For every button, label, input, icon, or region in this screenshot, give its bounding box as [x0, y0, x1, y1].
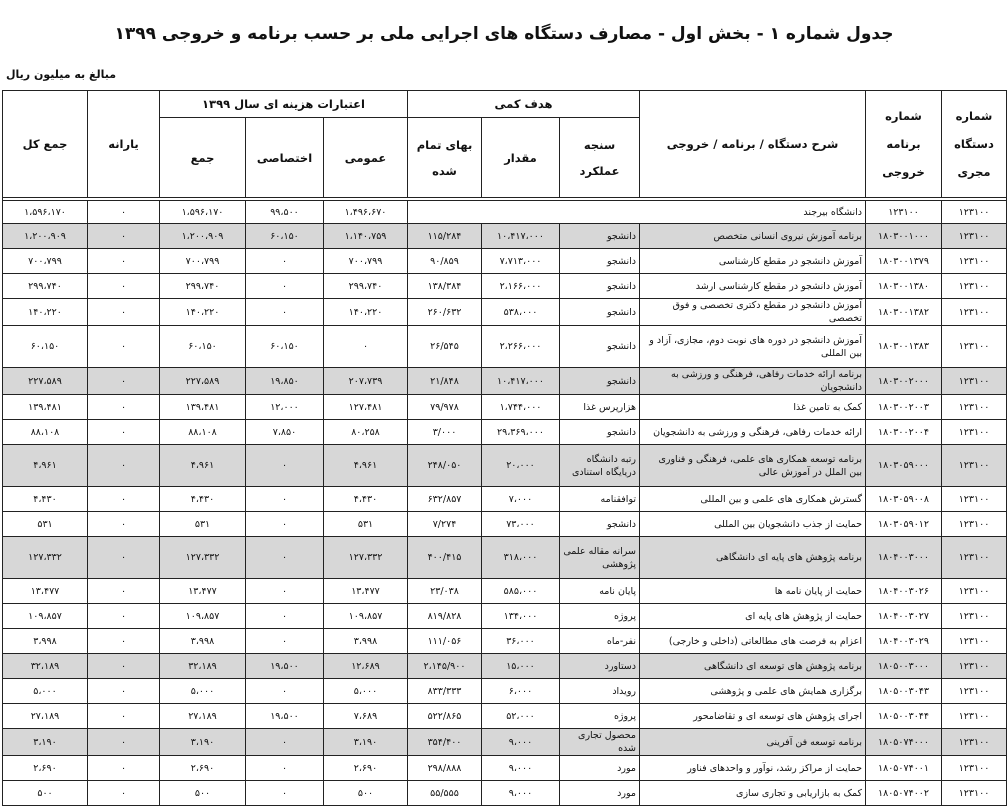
- public-credit-cell: ۱۳،۴۷۷: [324, 579, 408, 604]
- subsidy-cell: ۰: [88, 395, 160, 420]
- description-cell: گسترش همکاری های علمی و بین المللی: [640, 487, 866, 512]
- public-credit-cell: ۰: [324, 326, 408, 368]
- header-description: شرح دستگاه / برنامه / خروجی: [640, 91, 866, 198]
- total-cell: ۳،۹۹۸: [3, 629, 88, 654]
- program-no-cell: ۱۸۰۳۰۵۹۰۰۰: [866, 445, 942, 487]
- header-agency-no: شماره دستگاه مجری: [942, 91, 1007, 198]
- subsidy-cell: ۰: [88, 512, 160, 537]
- total-cell: ۴،۴۳۰: [3, 487, 88, 512]
- total-cell: ۳۲،۱۸۹: [3, 654, 88, 679]
- public-credit-cell: ۷،۶۸۹: [324, 704, 408, 729]
- unit-cost-cell: ۷/۲۷۴: [408, 512, 482, 537]
- description-cell: دانشگاه بیرجند: [408, 201, 866, 224]
- subsidy-cell: ۰: [88, 445, 160, 487]
- header-unit-cost: بهای تمام شده: [408, 118, 482, 198]
- measure-cell: دستاورد: [560, 654, 640, 679]
- public-credit-cell: ۵،۰۰۰: [324, 679, 408, 704]
- agency-no-cell: ۱۲۳۱۰۰: [942, 201, 1007, 224]
- measure-cell: دانشجو: [560, 512, 640, 537]
- subsidy-cell: ۰: [88, 249, 160, 274]
- measure-cell: پایان نامه: [560, 579, 640, 604]
- unit-cost-cell: ۲۶/۵۴۵: [408, 326, 482, 368]
- quantity-cell: ۹،۰۰۰: [482, 781, 560, 806]
- sum-cell: ۴،۹۶۱: [160, 445, 246, 487]
- public-credit-cell: ۳،۱۹۰: [324, 729, 408, 756]
- program-no-cell: ۱۸۰۳۰۰۲۰۰۴: [866, 420, 942, 445]
- specific-credit-cell: ۰: [246, 445, 324, 487]
- program-no-cell: ۱۸۰۴۰۰۳۰۲۹: [866, 629, 942, 654]
- header-quantity: مقدار: [482, 118, 560, 198]
- sum-cell: ۵۳۱: [160, 512, 246, 537]
- specific-credit-cell: ۰: [246, 629, 324, 654]
- measure-cell: دانشجو: [560, 274, 640, 299]
- total-cell: ۱۴۰،۲۲۰: [3, 299, 88, 326]
- specific-credit-cell: ۰: [246, 604, 324, 629]
- total-cell: ۵۰۰: [3, 781, 88, 806]
- agency-no-cell: ۱۲۳۱۰۰: [942, 395, 1007, 420]
- header-public: عمومی: [324, 118, 408, 198]
- unit-cost-cell: ۹۰/۸۵۹: [408, 249, 482, 274]
- total-cell: ۴،۹۶۱: [3, 445, 88, 487]
- total-cell: ۵،۰۰۰: [3, 679, 88, 704]
- subsidy-cell: ۰: [88, 756, 160, 781]
- public-credit-cell: ۲،۶۹۰: [324, 756, 408, 781]
- description-cell: برنامه توسعه فن آفرینی: [640, 729, 866, 756]
- quantity-cell: ۱،۷۴۴،۰۰۰: [482, 395, 560, 420]
- measure-cell: دانشجو: [560, 420, 640, 445]
- agency-no-cell: ۱۲۳۱۰۰: [942, 326, 1007, 368]
- quantity-cell: ۷۳،۰۰۰: [482, 512, 560, 537]
- subsidy-cell: ۰: [88, 274, 160, 299]
- agency-no-cell: ۱۲۳۱۰۰: [942, 629, 1007, 654]
- sum-cell: ۱،۲۰۰،۹۰۹: [160, 224, 246, 249]
- sum-cell: ۳۲،۱۸۹: [160, 654, 246, 679]
- measure-cell: پروژه: [560, 604, 640, 629]
- sum-cell: ۲۹۹،۷۴۰: [160, 274, 246, 299]
- unit-cost-cell: ۵۵/۵۵۵: [408, 781, 482, 806]
- sum-cell: ۷۰۰،۷۹۹: [160, 249, 246, 274]
- agency-no-cell: ۱۲۳۱۰۰: [942, 512, 1007, 537]
- sum-cell: ۳،۹۹۸: [160, 629, 246, 654]
- table-row: [3, 249, 1007, 274]
- sum-cell: ۲۲۷،۵۸۹: [160, 368, 246, 395]
- specific-credit-cell: ۱۹،۸۵۰: [246, 368, 324, 395]
- specific-credit-cell: ۰: [246, 756, 324, 781]
- table-row: [3, 729, 1007, 756]
- public-credit-cell: ۱۲۷،۴۸۱: [324, 395, 408, 420]
- unit-cost-cell: ۸۳۳/۳۳۳: [408, 679, 482, 704]
- unit-note: مبالغ به میلیون ریال: [6, 68, 117, 81]
- specific-credit-cell: ۰: [246, 679, 324, 704]
- table-row: [3, 512, 1007, 537]
- program-no-cell: ۱۸۰۵۰۷۴۰۰۲: [866, 781, 942, 806]
- program-no-cell: ۱۸۰۵۰۷۴۰۰۱: [866, 756, 942, 781]
- table-row: [3, 420, 1007, 445]
- program-no-cell: ۱۸۰۵۰۰۳۰۰۰: [866, 654, 942, 679]
- quantity-cell: ۱۳۴،۰۰۰: [482, 604, 560, 629]
- public-credit-cell: ۵۳۱: [324, 512, 408, 537]
- description-cell: آموزش دانشجو در مقطع دکتری تخصصی و فوق تخصصی: [640, 299, 866, 326]
- description-cell: اعزام به فرصت های مطالعاتی (داخلی و خارجی): [640, 629, 866, 654]
- header-subsidy: یارانه: [88, 91, 160, 198]
- agency-no-cell: ۱۲۳۱۰۰: [942, 679, 1007, 704]
- measure-cell: نفر-ماه: [560, 629, 640, 654]
- table-row: [3, 274, 1007, 299]
- public-credit-cell: ۲۹۹،۷۴۰: [324, 274, 408, 299]
- description-cell: برنامه توسعه همکاری های علمی، فرهنگی و فناوری بین الملل در آموزش عالی: [640, 445, 866, 487]
- specific-credit-cell: ۱۹،۵۰۰: [246, 704, 324, 729]
- program-no-cell: ۱۸۰۵۰۷۴۰۰۰: [866, 729, 942, 756]
- public-credit-cell: ۱۲،۶۸۹: [324, 654, 408, 679]
- quantity-cell: ۲۹،۳۶۹،۰۰۰: [482, 420, 560, 445]
- header-measure: سنجه عملکرد: [560, 118, 640, 198]
- table-row: [3, 629, 1007, 654]
- unit-cost-cell: ۲۴۸/۰۵۰: [408, 445, 482, 487]
- unit-cost-cell: ۲۶۰/۶۳۲: [408, 299, 482, 326]
- agency-no-cell: ۱۲۳۱۰۰: [942, 756, 1007, 781]
- table-row: [3, 224, 1007, 249]
- description-cell: برنامه پژوهش های توسعه ای دانشگاهی: [640, 654, 866, 679]
- program-no-cell: ۱۸۰۳۰۰۲۰۰۳: [866, 395, 942, 420]
- table-row: [3, 654, 1007, 679]
- table-row: [3, 487, 1007, 512]
- total-cell: ۲،۶۹۰: [3, 756, 88, 781]
- table-row: [3, 299, 1007, 326]
- total-cell: ۱۳۹،۴۸۱: [3, 395, 88, 420]
- public-credit-cell: ۱،۴۹۶،۶۷۰: [324, 201, 408, 224]
- program-no-cell: ۱۸۰۳۰۵۹۰۰۸: [866, 487, 942, 512]
- description-cell: برنامه ارائه خدمات رفاهی، فرهنگی و ورزشی به دانشجویان: [640, 368, 866, 395]
- unit-cost-cell: ۶۳۲/۸۵۷: [408, 487, 482, 512]
- specific-credit-cell: ۰: [246, 249, 324, 274]
- description-cell: کمک به بازاریابی و تجاری سازی: [640, 781, 866, 806]
- specific-credit-cell: ۰: [246, 512, 324, 537]
- unit-cost-cell: ۳/۰۰۰: [408, 420, 482, 445]
- subsidy-cell: ۰: [88, 629, 160, 654]
- quantity-cell: ۵۲،۰۰۰: [482, 704, 560, 729]
- sum-cell: ۵،۰۰۰: [160, 679, 246, 704]
- specific-credit-cell: ۰: [246, 729, 324, 756]
- table-row: [3, 395, 1007, 420]
- specific-credit-cell: ۰: [246, 274, 324, 299]
- agency-no-cell: ۱۲۳۱۰۰: [942, 729, 1007, 756]
- table-body: [3, 198, 1007, 806]
- public-credit-cell: ۳،۹۹۸: [324, 629, 408, 654]
- description-cell: برگزاری همایش های علمی و پژوهشی: [640, 679, 866, 704]
- sum-cell: ۲،۶۹۰: [160, 756, 246, 781]
- measure-cell: دانشجو: [560, 224, 640, 249]
- program-no-cell: ۱۸۰۵۰۰۳۰۴۳: [866, 679, 942, 704]
- sum-cell: ۳،۱۹۰: [160, 729, 246, 756]
- total-cell: ۷۰۰،۷۹۹: [3, 249, 88, 274]
- total-cell: ۲۷،۱۸۹: [3, 704, 88, 729]
- program-no-cell: ۱۸۰۳۰۰۱۳۸۰: [866, 274, 942, 299]
- quantity-cell: ۶،۰۰۰: [482, 679, 560, 704]
- public-credit-cell: ۱۲۷،۳۳۲: [324, 537, 408, 579]
- agency-no-cell: ۱۲۳۱۰۰: [942, 368, 1007, 395]
- sum-cell: ۶۰،۱۵۰: [160, 326, 246, 368]
- header-sum: جمع: [160, 118, 246, 198]
- agency-no-cell: ۱۲۳۱۰۰: [942, 604, 1007, 629]
- subsidy-cell: ۰: [88, 654, 160, 679]
- sum-cell: ۱۲۷،۳۳۲: [160, 537, 246, 579]
- subsidy-cell: ۰: [88, 679, 160, 704]
- subsidy-cell: ۰: [88, 420, 160, 445]
- unit-cost-cell: ۲۹۸/۸۸۸: [408, 756, 482, 781]
- program-no-cell: ۱۸۰۵۰۰۳۰۴۴: [866, 704, 942, 729]
- description-cell: حمایت از پژوهش های پایه ای: [640, 604, 866, 629]
- specific-credit-cell: ۰: [246, 781, 324, 806]
- measure-cell: دانشجو: [560, 299, 640, 326]
- subsidy-cell: ۰: [88, 368, 160, 395]
- description-cell: کمک به تامین غذا: [640, 395, 866, 420]
- agency-no-cell: ۱۲۳۱۰۰: [942, 274, 1007, 299]
- description-cell: برنامه آموزش نیروی انسانی متخصص: [640, 224, 866, 249]
- quantity-cell: ۳۱۸،۰۰۰: [482, 537, 560, 579]
- quantity-cell: ۷،۰۰۰: [482, 487, 560, 512]
- agency-no-cell: ۱۲۳۱۰۰: [942, 224, 1007, 249]
- quantity-cell: ۱۰،۴۱۷،۰۰۰: [482, 224, 560, 249]
- sum-cell: ۱۰۹،۸۵۷: [160, 604, 246, 629]
- agency-no-cell: ۱۲۳۱۰۰: [942, 487, 1007, 512]
- unit-cost-cell: ۸۱۹/۸۲۸: [408, 604, 482, 629]
- sum-cell: ۵۰۰: [160, 781, 246, 806]
- quantity-cell: ۱۰،۴۱۷،۰۰۰: [482, 368, 560, 395]
- sum-cell: ۱۳،۴۷۷: [160, 579, 246, 604]
- description-cell: ارائه خدمات رفاهی، فرهنگی و ورزشی به دانشجویان: [640, 420, 866, 445]
- program-no-cell: ۱۸۰۴۰۰۳۰۲۶: [866, 579, 942, 604]
- table-row: [3, 201, 1007, 224]
- agency-no-cell: ۱۲۳۱۰۰: [942, 420, 1007, 445]
- unit-cost-cell: ۵۲۲/۸۶۵: [408, 704, 482, 729]
- program-no-cell: ۱۸۰۳۰۰۲۰۰۰: [866, 368, 942, 395]
- table-row: [3, 756, 1007, 781]
- table-row: [3, 704, 1007, 729]
- description-cell: آموزش دانشجو در دوره های نوبت دوم، مجازی، آزاد و بین المللی: [640, 326, 866, 368]
- public-credit-cell: ۴،۴۳۰: [324, 487, 408, 512]
- public-credit-cell: ۸۰،۲۵۸: [324, 420, 408, 445]
- quantity-cell: ۲۰،۰۰۰: [482, 445, 560, 487]
- specific-credit-cell: ۹۹،۵۰۰: [246, 201, 324, 224]
- page-title: جدول شماره ۱ - بخش اول - مصارف دستگاه های اجرایی ملی بر حسب برنامه و خروجی ۱۳۹۹: [114, 24, 894, 44]
- table-row: [3, 679, 1007, 704]
- unit-cost-cell: ۱۳۸/۳۸۴: [408, 274, 482, 299]
- measure-cell: مورد: [560, 781, 640, 806]
- unit-cost-cell: ۳۵۴/۴۰۰: [408, 729, 482, 756]
- specific-credit-cell: ۷،۸۵۰: [246, 420, 324, 445]
- quantity-cell: ۹،۰۰۰: [482, 729, 560, 756]
- total-cell: ۸۸،۱۰۸: [3, 420, 88, 445]
- measure-cell: مورد: [560, 756, 640, 781]
- subsidy-cell: ۰: [88, 201, 160, 224]
- subsidy-cell: ۰: [88, 781, 160, 806]
- subsidy-cell: ۰: [88, 729, 160, 756]
- measure-cell: دانشجو: [560, 249, 640, 274]
- unit-cost-cell: ۱۱۱/۰۵۶: [408, 629, 482, 654]
- agency-no-cell: ۱۲۳۱۰۰: [942, 579, 1007, 604]
- subsidy-cell: ۰: [88, 487, 160, 512]
- header-target-group: هدف کمی: [408, 91, 640, 118]
- description-cell: آموزش دانشجو در مقطع کارشناسی ارشد: [640, 274, 866, 299]
- quantity-cell: ۵۳۸،۰۰۰: [482, 299, 560, 326]
- specific-credit-cell: ۰: [246, 487, 324, 512]
- unit-cost-cell: ۴۰۰/۴۱۵: [408, 537, 482, 579]
- specific-credit-cell: ۰: [246, 299, 324, 326]
- subsidy-cell: ۰: [88, 537, 160, 579]
- description-cell: آموزش دانشجو در مقطع کارشناسی: [640, 249, 866, 274]
- header-specific: اختصاصی: [246, 118, 324, 198]
- specific-credit-cell: ۱۹،۵۰۰: [246, 654, 324, 679]
- description-cell: برنامه پژوهش های پایه ای دانشگاهی: [640, 537, 866, 579]
- unit-cost-cell: ۲،۱۴۵/۹۰۰: [408, 654, 482, 679]
- subsidy-cell: ۰: [88, 299, 160, 326]
- total-cell: ۱۳،۴۷۷: [3, 579, 88, 604]
- program-no-cell: ۱۸۰۴۰۰۳۰۰۰: [866, 537, 942, 579]
- measure-cell: محصول تجاری شده: [560, 729, 640, 756]
- header-total: جمع کل: [3, 91, 88, 198]
- total-cell: ۲۲۷،۵۸۹: [3, 368, 88, 395]
- quantity-cell: ۱۵،۰۰۰: [482, 654, 560, 679]
- budget-table: [2, 90, 1007, 806]
- unit-cost-cell: ۱۱۵/۲۸۴: [408, 224, 482, 249]
- sum-cell: ۴،۴۳۰: [160, 487, 246, 512]
- specific-credit-cell: ۰: [246, 579, 324, 604]
- total-cell: ۱۲۷،۳۳۲: [3, 537, 88, 579]
- agency-no-cell: ۱۲۳۱۰۰: [942, 249, 1007, 274]
- table-row: [3, 781, 1007, 806]
- unit-cost-cell: ۲۱/۸۴۸: [408, 368, 482, 395]
- specific-credit-cell: ۶۰،۱۵۰: [246, 326, 324, 368]
- subsidy-cell: ۰: [88, 579, 160, 604]
- agency-no-cell: ۱۲۳۱۰۰: [942, 654, 1007, 679]
- total-cell: ۱۰۹،۸۵۷: [3, 604, 88, 629]
- agency-no-cell: ۱۲۳۱۰۰: [942, 445, 1007, 487]
- measure-cell: سرانه مقاله علمی پژوهشی: [560, 537, 640, 579]
- description-cell: حمایت از پایان نامه ها: [640, 579, 866, 604]
- unit-cost-cell: ۲۳/۰۳۸: [408, 579, 482, 604]
- subsidy-cell: ۰: [88, 704, 160, 729]
- total-cell: ۱،۲۰۰،۹۰۹: [3, 224, 88, 249]
- program-no-cell: ۱۸۰۳۰۰۱۰۰۰: [866, 224, 942, 249]
- agency-no-cell: ۱۲۳۱۰۰: [942, 704, 1007, 729]
- program-no-cell: ۱۸۰۳۰۵۹۰۱۲: [866, 512, 942, 537]
- subsidy-cell: ۰: [88, 604, 160, 629]
- public-credit-cell: ۱،۱۴۰،۷۵۹: [324, 224, 408, 249]
- program-no-cell: ۱۸۰۴۰۰۳۰۲۷: [866, 604, 942, 629]
- public-credit-cell: ۱۴۰،۲۲۰: [324, 299, 408, 326]
- header-program-no: شماره برنامه خروجی: [866, 91, 942, 198]
- public-credit-cell: ۱۰۹،۸۵۷: [324, 604, 408, 629]
- public-credit-cell: ۷۰۰،۷۹۹: [324, 249, 408, 274]
- total-cell: ۱،۵۹۶،۱۷۰: [3, 201, 88, 224]
- quantity-cell: ۲،۱۶۶،۰۰۰: [482, 274, 560, 299]
- specific-credit-cell: ۰: [246, 537, 324, 579]
- measure-cell: رتبه دانشگاه دریایگاه استنادی: [560, 445, 640, 487]
- subsidy-cell: ۰: [88, 326, 160, 368]
- sum-cell: ۱۳۹،۴۸۱: [160, 395, 246, 420]
- table-row: [3, 445, 1007, 487]
- sum-cell: ۱۴۰،۲۲۰: [160, 299, 246, 326]
- program-no-cell: ۱۲۳۱۰۰: [866, 201, 942, 224]
- total-cell: ۲۹۹،۷۴۰: [3, 274, 88, 299]
- agency-no-cell: ۱۲۳۱۰۰: [942, 537, 1007, 579]
- specific-credit-cell: ۶۰،۱۵۰: [246, 224, 324, 249]
- sum-cell: ۱،۵۹۶،۱۷۰: [160, 201, 246, 224]
- table-row: [3, 368, 1007, 395]
- measure-cell: دانشجو: [560, 368, 640, 395]
- specific-credit-cell: ۱۲،۰۰۰: [246, 395, 324, 420]
- quantity-cell: ۵۸۵،۰۰۰: [482, 579, 560, 604]
- measure-cell: دانشجو: [560, 326, 640, 368]
- total-cell: ۶۰،۱۵۰: [3, 326, 88, 368]
- measure-cell: هزارپرس غذا: [560, 395, 640, 420]
- program-no-cell: ۱۸۰۳۰۰۱۳۸۲: [866, 299, 942, 326]
- measure-cell: رویداد: [560, 679, 640, 704]
- description-cell: اجرای پژوهش های توسعه ای و تقاضامحور: [640, 704, 866, 729]
- public-credit-cell: ۵۰۰: [324, 781, 408, 806]
- quantity-cell: ۹،۰۰۰: [482, 756, 560, 781]
- agency-no-cell: ۱۲۳۱۰۰: [942, 781, 1007, 806]
- header-credits-group: اعتبارات هزینه ای سال ۱۳۹۹: [160, 91, 408, 118]
- measure-cell: توافقنامه: [560, 487, 640, 512]
- subsidy-cell: ۰: [88, 224, 160, 249]
- public-credit-cell: ۴،۹۶۱: [324, 445, 408, 487]
- table-row: [3, 537, 1007, 579]
- description-cell: حمایت از مراکز رشد، نوآور و واحدهای فناور: [640, 756, 866, 781]
- description-cell: حمایت از جذب دانشجویان بین المللی: [640, 512, 866, 537]
- sum-cell: ۲۷،۱۸۹: [160, 704, 246, 729]
- program-no-cell: ۱۸۰۳۰۰۱۳۷۹: [866, 249, 942, 274]
- quantity-cell: ۲،۲۶۶،۰۰۰: [482, 326, 560, 368]
- sum-cell: ۸۸،۱۰۸: [160, 420, 246, 445]
- agency-no-cell: ۱۲۳۱۰۰: [942, 299, 1007, 326]
- table-row: [3, 604, 1007, 629]
- quantity-cell: ۳۶،۰۰۰: [482, 629, 560, 654]
- unit-cost-cell: ۷۹/۹۷۸: [408, 395, 482, 420]
- quantity-cell: ۷،۷۱۳،۰۰۰: [482, 249, 560, 274]
- program-no-cell: ۱۸۰۳۰۰۱۳۸۳: [866, 326, 942, 368]
- total-cell: ۳،۱۹۰: [3, 729, 88, 756]
- measure-cell: پروژه: [560, 704, 640, 729]
- table-row: [3, 326, 1007, 368]
- public-credit-cell: ۲۰۷،۷۳۹: [324, 368, 408, 395]
- total-cell: ۵۳۱: [3, 512, 88, 537]
- table-row: [3, 579, 1007, 604]
